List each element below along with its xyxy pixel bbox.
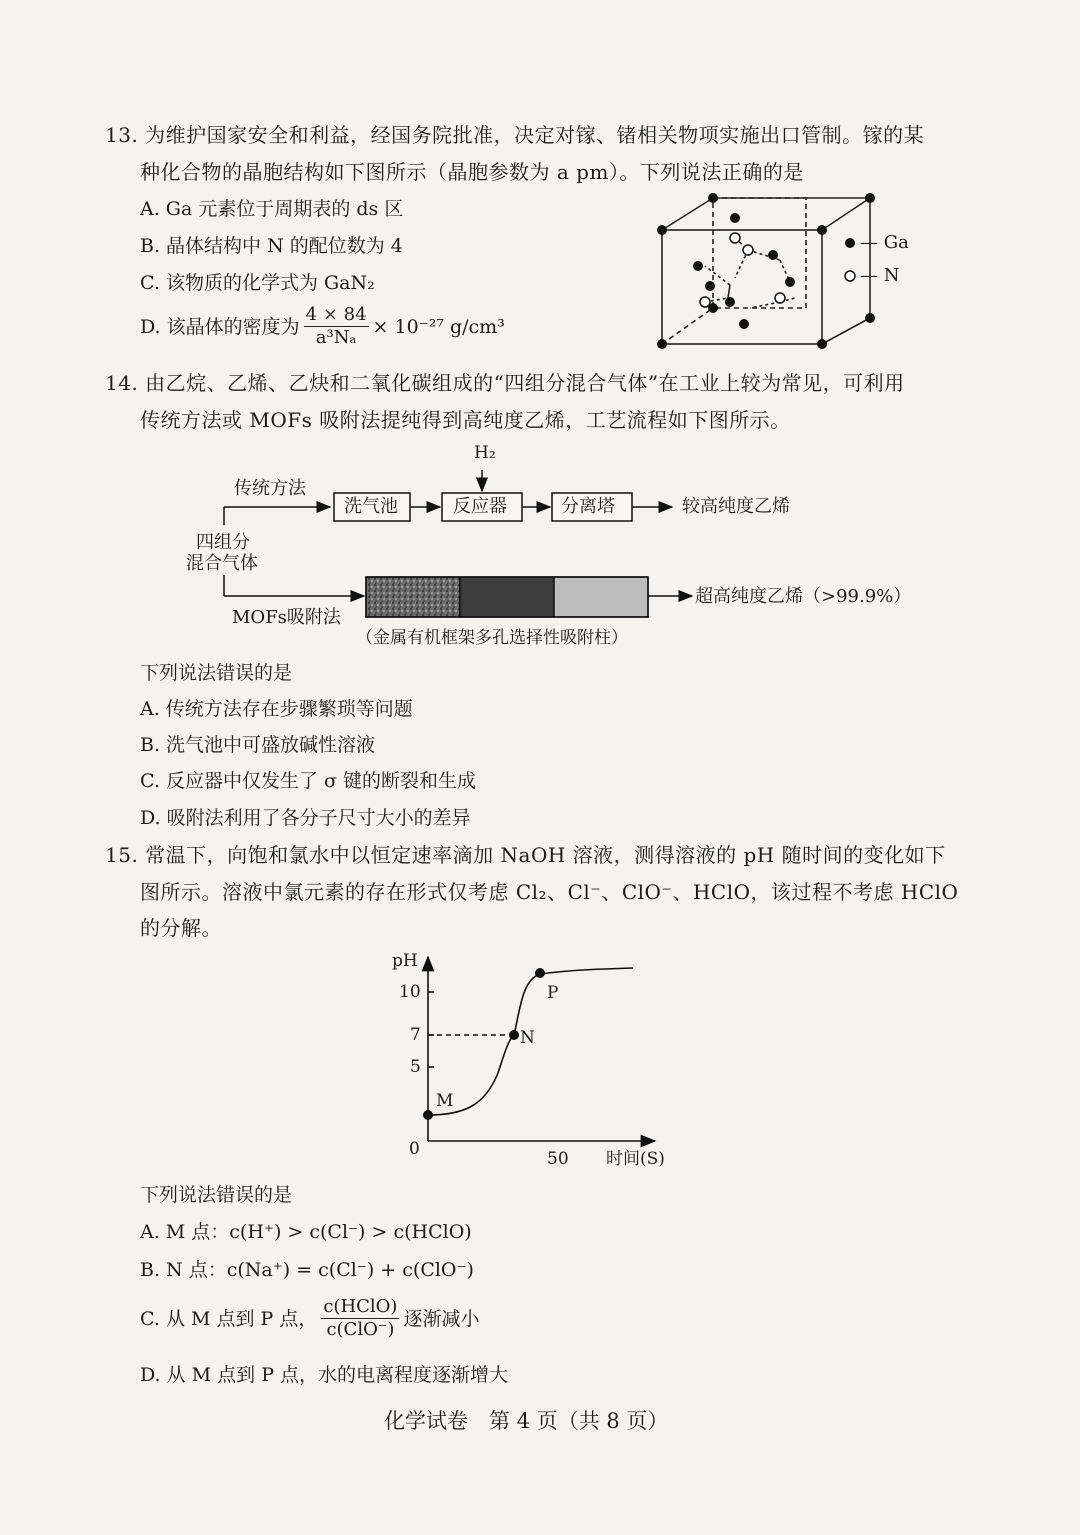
- q15-option-c-suffix: 逐渐减小: [403, 1307, 480, 1330]
- flow-mofs-label: MOFs吸附法: [232, 607, 341, 628]
- page-footer: 化学试卷 第 4 页（共 8 页）: [384, 1409, 669, 1433]
- q15-stem-text1: 常温下，向饱和氯水中以恒定速率滴加 NaOH 溶液，测得溶液的 pH 随时间的变化如下: [145, 843, 946, 867]
- ph-time-graph: [380, 945, 690, 1175]
- q15-option-c: [140, 1296, 479, 1341]
- q13-option-b: B. 晶体结构中 N 的配位数为 4: [140, 235, 403, 257]
- q13-option-d-suffix: × 10⁻²⁷ g/cm³: [372, 315, 505, 338]
- q13-option-d: [140, 304, 505, 349]
- q15-ratio-denominator: c(ClO⁻): [326, 1319, 395, 1340]
- q13-stem-line2: 种化合物的晶胞结构如下图所示（晶胞参数为 a pm）。下列说法正确的是: [140, 160, 804, 184]
- q15-prompt: 下列说法错误的是: [140, 1184, 293, 1206]
- graph-xlabel: 时间(S): [606, 1149, 665, 1169]
- q14-stem-text1: 由乙烷、乙烯、乙炔和二氧化碳组成的“四组分混合气体”在工业上较为常见，可利用: [145, 371, 905, 395]
- q13-stem-line1: [105, 122, 924, 148]
- q15-stem-line1: [105, 842, 946, 868]
- graph-ylabel: pH: [392, 951, 418, 971]
- graph-xtick-50: 50: [547, 1149, 569, 1169]
- flow-output-ultra-purity: 超高纯度乙烯（>99.9%）: [695, 586, 912, 607]
- point-n-marker: [509, 1030, 519, 1040]
- q14-option-d: D. 吸附法利用了各分子尺寸大小的差异: [140, 807, 471, 829]
- q13-option-a: A. Ga 元素位于周期表的 ds 区: [140, 198, 404, 220]
- q15-ratio-fraction: [321, 1296, 399, 1341]
- q13-option-c: C. 该物质的化学式为 GaN₂: [140, 272, 375, 294]
- q13-option-d-prefix: D. 该晶体的密度为: [140, 315, 300, 338]
- flow-traditional-label: 传统方法: [234, 478, 306, 499]
- q15-ratio-numerator: c(HClO): [323, 1296, 398, 1317]
- flow-output-high-purity: 较高纯度乙烯: [682, 496, 790, 517]
- q14-option-c: C. 反应器中仅发生了 σ 键的断裂和生成: [140, 770, 476, 792]
- legend-ga: — Ga: [860, 232, 909, 253]
- legend-n: — N: [860, 265, 900, 286]
- q15-option-a: A. M 点：c(H⁺) > c(Cl⁻) > c(HClO): [140, 1221, 472, 1243]
- graph-point-m-label: M: [436, 1091, 454, 1111]
- q14-option-b: B. 洗气池中可盛放碱性溶液: [140, 734, 376, 756]
- q13-density-denominator: a³Nₐ: [315, 327, 357, 348]
- q15-option-b: B. N 点：c(Na⁺) = c(Cl⁻) + c(ClO⁻): [140, 1259, 474, 1281]
- q15-stem-line2: 图所示。溶液中氯元素的存在形式仅考虑 Cl₂、Cl⁻、ClO⁻、HClO，该过程不考虑 HClO: [140, 880, 959, 904]
- flow-box-separator: 分离塔: [561, 496, 615, 517]
- q15-stem-line3: 的分解。: [140, 916, 222, 940]
- flow-box-scrubber: 洗气池: [344, 496, 398, 517]
- graph-ytick-10: 10: [399, 982, 421, 1002]
- point-p-marker: [535, 968, 545, 978]
- q14-option-a: A. 传统方法存在步骤繁琐等问题: [140, 698, 413, 720]
- graph-point-p-label: P: [547, 983, 559, 1003]
- q13-number: 13.: [105, 123, 139, 147]
- q14-stem-line2: 传统方法或 MOFs 吸附法提纯得到高纯度乙烯，工艺流程如下图所示。: [140, 408, 791, 432]
- q15-option-c-prefix: C. 从 M 点到 P 点，: [140, 1307, 318, 1330]
- flow-column-caption: （金属有机框架多孔选择性吸附柱）: [356, 628, 628, 648]
- q15-number: 15.: [105, 843, 139, 867]
- flow-box-reactor: 反应器: [453, 496, 507, 517]
- graph-ytick-7: 7: [410, 1025, 421, 1045]
- q13-density-numerator: 4 × 84: [305, 304, 367, 325]
- q14-stem-line1: [105, 370, 905, 396]
- graph-point-n-label: N: [520, 1028, 535, 1048]
- graph-ytick-5: 5: [410, 1057, 421, 1077]
- flow-source-line1: 四组分: [196, 532, 250, 553]
- q13-stem-text1: 为维护国家安全和利益，经国务院批准，决定对镓、锗相关物项实施出口管制。镓的某: [145, 123, 925, 147]
- graph-origin: 0: [409, 1139, 420, 1159]
- flow-h2-label: H₂: [474, 443, 496, 463]
- q14-number: 14.: [105, 371, 139, 395]
- q13-density-fraction: [304, 304, 369, 349]
- flow-source-line2: 混合气体: [186, 553, 258, 574]
- q14-prompt: 下列说法错误的是: [140, 662, 293, 684]
- q15-option-d: D. 从 M 点到 P 点，水的电离程度逐渐增大: [140, 1364, 509, 1386]
- point-m-marker: [423, 1110, 433, 1120]
